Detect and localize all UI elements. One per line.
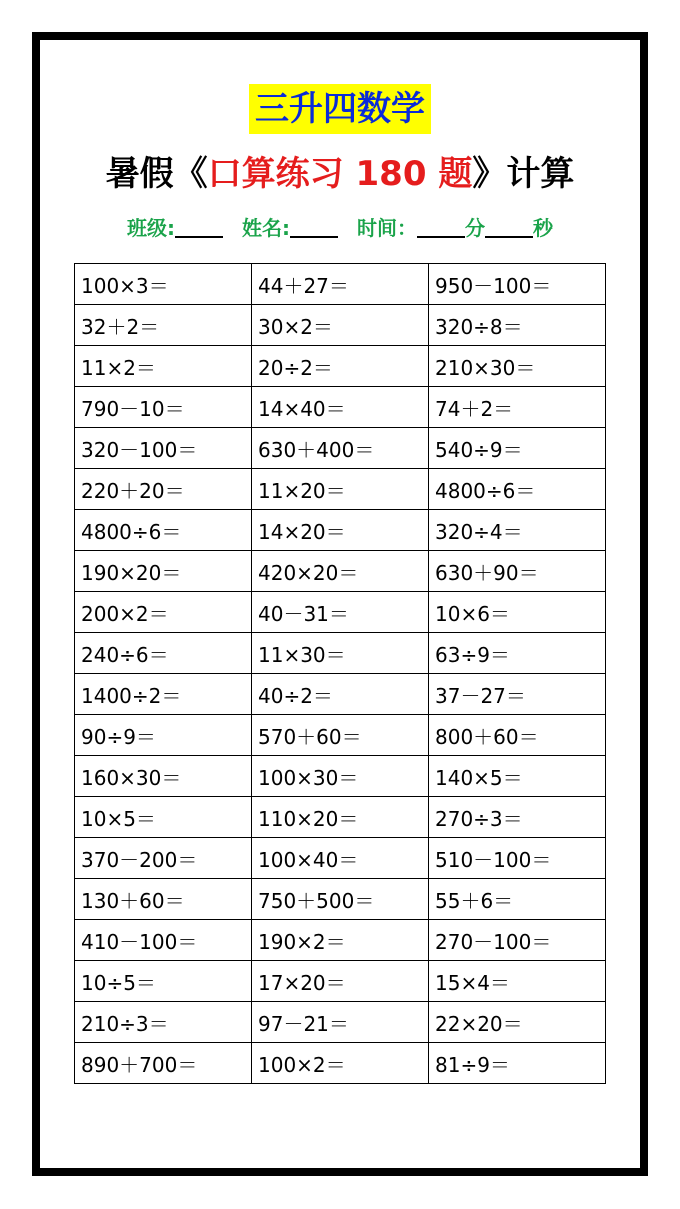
problem-cell: 420×20＝ bbox=[252, 551, 429, 592]
problem-cell: 40－31＝ bbox=[252, 592, 429, 633]
problem-cell: 750＋500＝ bbox=[252, 879, 429, 920]
problem-cell: 630＋400＝ bbox=[252, 428, 429, 469]
problem-table bbox=[74, 263, 606, 1084]
table-row bbox=[75, 961, 606, 1002]
problem-cell: 30×2＝ bbox=[252, 305, 429, 346]
problem-cell: 540÷9＝ bbox=[429, 428, 606, 469]
problem-cell: 40÷2＝ bbox=[252, 674, 429, 715]
student-info-line bbox=[40, 212, 640, 244]
problem-cell: 100×30＝ bbox=[252, 756, 429, 797]
problem-cell: 320÷4＝ bbox=[429, 510, 606, 551]
table-row bbox=[75, 756, 606, 797]
problem-cell: 240÷6＝ bbox=[75, 633, 252, 674]
problem-cell: 10×6＝ bbox=[429, 592, 606, 633]
table-row bbox=[75, 428, 606, 469]
problem-cell: 190×20＝ bbox=[75, 551, 252, 592]
worksheet-frame bbox=[32, 32, 648, 1176]
problem-cell: 17×20＝ bbox=[252, 961, 429, 1002]
problem-cell: 44＋27＝ bbox=[252, 264, 429, 305]
problem-cell: 20÷2＝ bbox=[252, 346, 429, 387]
table-row bbox=[75, 469, 606, 510]
class-label: 班级: bbox=[127, 216, 176, 240]
problem-cell: 81÷9＝ bbox=[429, 1043, 606, 1084]
problem-cell: 800＋60＝ bbox=[429, 715, 606, 756]
problem-cell: 100×2＝ bbox=[252, 1043, 429, 1084]
table-row bbox=[75, 592, 606, 633]
problem-cell: 790－10＝ bbox=[75, 387, 252, 428]
problem-cell: 270÷3＝ bbox=[429, 797, 606, 838]
table-row bbox=[75, 879, 606, 920]
problem-cell: 11×2＝ bbox=[75, 346, 252, 387]
problem-cell: 370－200＝ bbox=[75, 838, 252, 879]
problem-cell: 570＋60＝ bbox=[252, 715, 429, 756]
table-row bbox=[75, 1002, 606, 1043]
problem-cell: 90÷9＝ bbox=[75, 715, 252, 756]
table-row bbox=[75, 264, 606, 305]
table-row bbox=[75, 715, 606, 756]
title-prefix: 暑假《 bbox=[105, 154, 208, 194]
second-blank bbox=[485, 222, 533, 238]
table-row bbox=[75, 305, 606, 346]
problem-cell: 950－100＝ bbox=[429, 264, 606, 305]
problem-cell: 100×40＝ bbox=[252, 838, 429, 879]
title-highlight: 口算练习 180 题 bbox=[207, 154, 473, 194]
problem-cell: 22×20＝ bbox=[429, 1002, 606, 1043]
table-row bbox=[75, 838, 606, 879]
problem-cell: 160×30＝ bbox=[75, 756, 252, 797]
problem-cell: 190×2＝ bbox=[252, 920, 429, 961]
problem-cell: 10×5＝ bbox=[75, 797, 252, 838]
problem-cell: 110×20＝ bbox=[252, 797, 429, 838]
problem-cell: 630＋90＝ bbox=[429, 551, 606, 592]
table-row bbox=[75, 551, 606, 592]
problem-cell: 320÷8＝ bbox=[429, 305, 606, 346]
title-suffix: 》计算 bbox=[472, 154, 575, 194]
class-blank bbox=[175, 222, 223, 238]
problem-cell: 37－27＝ bbox=[429, 674, 606, 715]
time-label: 时间： bbox=[356, 216, 417, 240]
table-row bbox=[75, 510, 606, 551]
problem-cell: 100×3＝ bbox=[75, 264, 252, 305]
name-blank bbox=[290, 222, 338, 238]
problem-cell: 510－100＝ bbox=[429, 838, 606, 879]
problem-cell: 320－100＝ bbox=[75, 428, 252, 469]
problem-cell: 11×30＝ bbox=[252, 633, 429, 674]
table-row bbox=[75, 1043, 606, 1084]
problem-cell: 270－100＝ bbox=[429, 920, 606, 961]
problem-cell: 10÷5＝ bbox=[75, 961, 252, 1002]
minute-blank bbox=[417, 222, 465, 238]
problem-cell: 14×20＝ bbox=[252, 510, 429, 551]
problem-cell: 74＋2＝ bbox=[429, 387, 606, 428]
problem-cell: 32＋2＝ bbox=[75, 305, 252, 346]
name-label: 姓名: bbox=[242, 216, 290, 240]
problem-cell: 11×20＝ bbox=[252, 469, 429, 510]
problem-cell: 410－100＝ bbox=[75, 920, 252, 961]
problem-cell: 220＋20＝ bbox=[75, 469, 252, 510]
problem-cell: 55＋6＝ bbox=[429, 879, 606, 920]
table-row bbox=[75, 387, 606, 428]
problem-cell: 4800÷6＝ bbox=[429, 469, 606, 510]
grade-title bbox=[40, 84, 640, 134]
second-label: 秒 bbox=[532, 216, 553, 240]
table-row bbox=[75, 633, 606, 674]
minute-label: 分 bbox=[464, 216, 485, 240]
table-row bbox=[75, 920, 606, 961]
problem-cell: 200×2＝ bbox=[75, 592, 252, 633]
grade-title-text: 三升四数学 bbox=[249, 84, 431, 134]
problem-cell: 210÷3＝ bbox=[75, 1002, 252, 1043]
problem-cell: 1400÷2＝ bbox=[75, 674, 252, 715]
problem-cell: 4800÷6＝ bbox=[75, 510, 252, 551]
table-row bbox=[75, 346, 606, 387]
problem-cell: 140×5＝ bbox=[429, 756, 606, 797]
problem-cell: 97－21＝ bbox=[252, 1002, 429, 1043]
worksheet-title bbox=[40, 144, 640, 204]
problem-cell: 15×4＝ bbox=[429, 961, 606, 1002]
problem-cell: 890＋700＝ bbox=[75, 1043, 252, 1084]
problem-cell: 130＋60＝ bbox=[75, 879, 252, 920]
table-row bbox=[75, 674, 606, 715]
problem-cell: 63÷9＝ bbox=[429, 633, 606, 674]
problem-cell: 14×40＝ bbox=[252, 387, 429, 428]
problem-cell: 210×30＝ bbox=[429, 346, 606, 387]
table-row bbox=[75, 797, 606, 838]
